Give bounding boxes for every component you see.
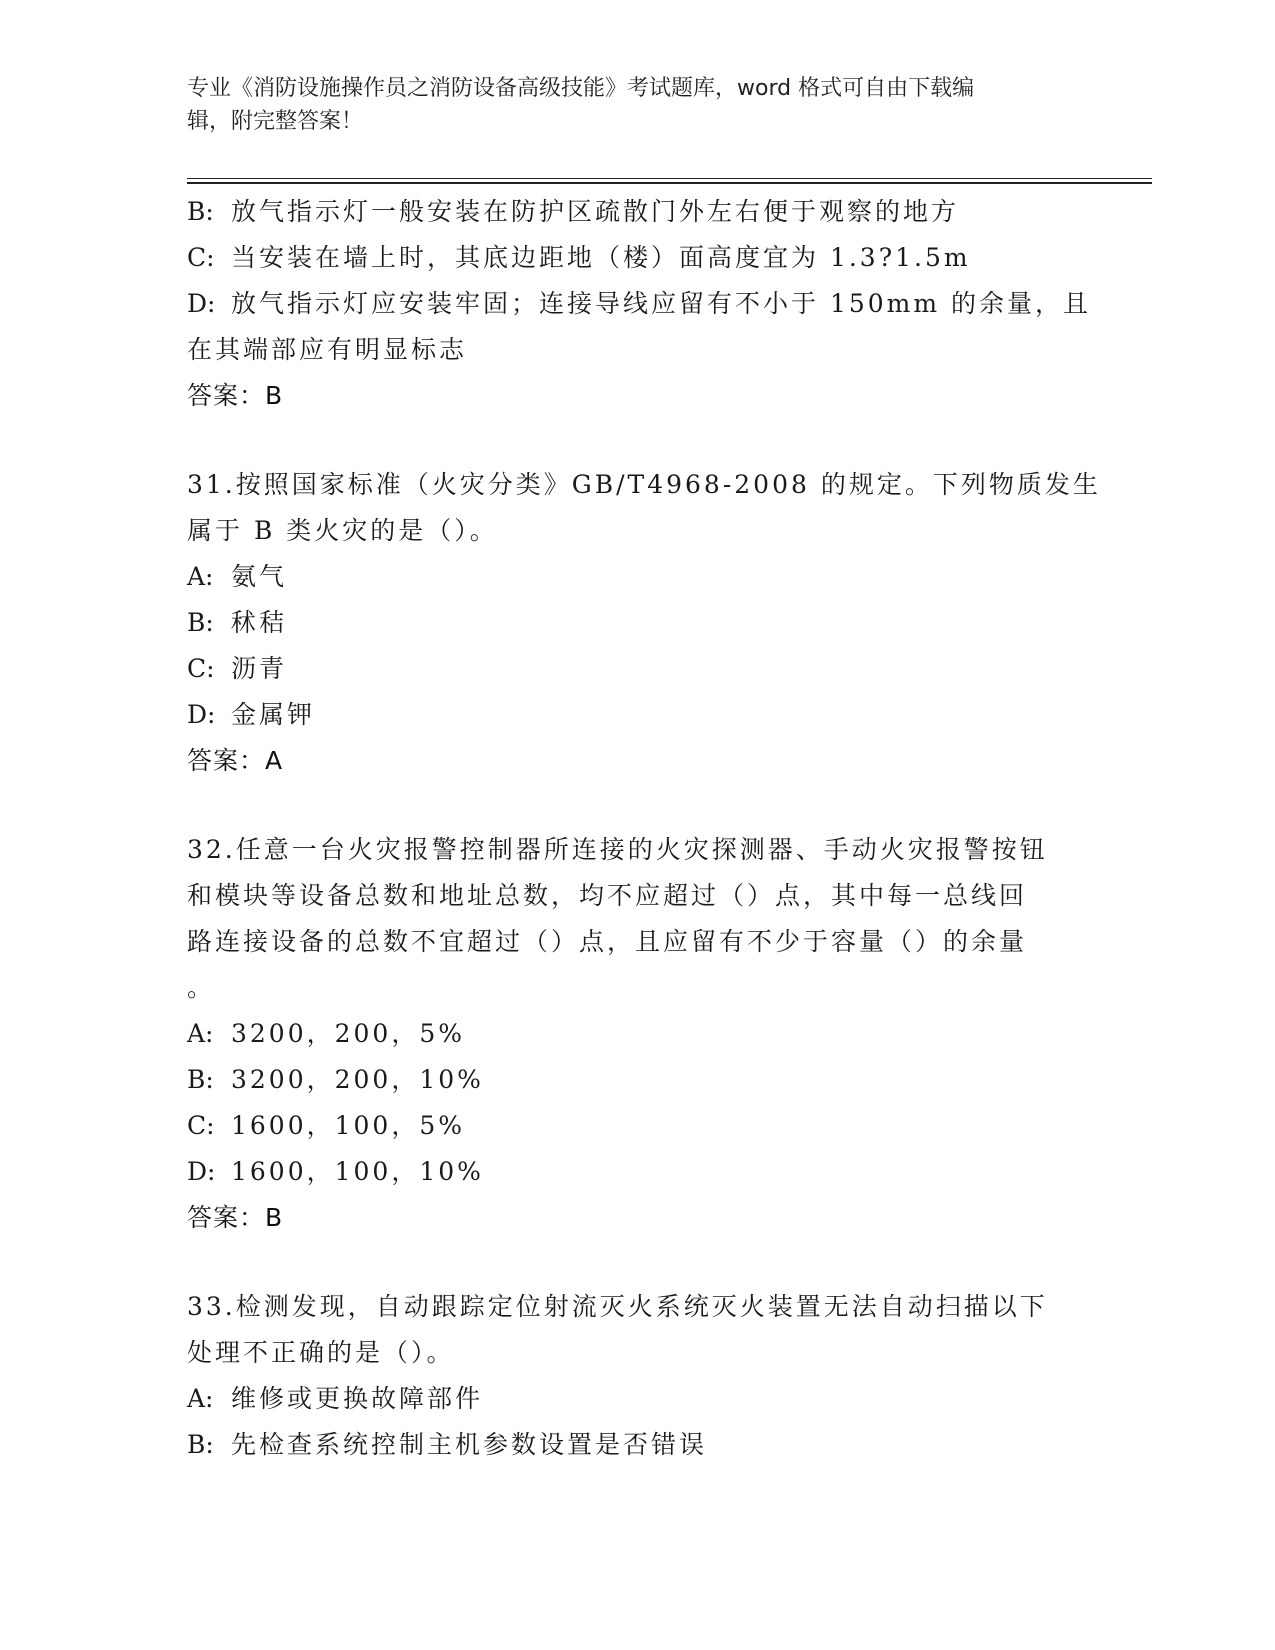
option-d: D: 1600，100，10%: [187, 1157, 484, 1186]
question-stem: 31.按照国家标准（火灾分类》GB/T4968-2008 的规定。下列物质发生: [187, 470, 1101, 499]
question-32: [187, 827, 1087, 1241]
question-31: [187, 462, 1101, 784]
option-a: A: 维修或更换故障部件: [187, 1384, 484, 1413]
question-stem-continued: 处理不正确的是（）。: [187, 1338, 455, 1367]
question-stem-continued: 。: [187, 973, 216, 1002]
option-b: B: 3200，200，10%: [187, 1065, 484, 1094]
answer: 答案：B: [187, 381, 284, 410]
question-stem-continued: 属于 B 类火灾的是（）。: [187, 516, 498, 545]
header-line-1: 专业《消防设施操作员之消防设备高级技能》考试题库，word 格式可自由下载编: [187, 76, 975, 101]
header-divider-thin: [187, 178, 1152, 179]
question-stem-continued: 和模块等设备总数和地址总数，均不应超过（）点，其中每一总线回: [187, 881, 1028, 910]
option-c: C: 当安装在墙上时，其底边距地（楼）面高度宜为 1.3?1.5m: [187, 243, 971, 272]
answer: 答案：A: [187, 746, 284, 775]
question-stem-continued: 路连接设备的总数不宜超过（）点，且应留有不少于容量（）的余量: [187, 927, 1028, 956]
question-33: [187, 1284, 1087, 1468]
question-30-continued: [187, 189, 1092, 419]
option-b: B: 秫秸: [187, 608, 288, 637]
question-stem: 33.检测发现，自动跟踪定位射流灭火系统灭火装置无法自动扫描以下: [187, 1292, 1048, 1321]
question-content: [187, 189, 1101, 1468]
document-header: [187, 72, 1087, 138]
option-b: B: 先检查系统控制主机参数设置是否错误: [187, 1430, 708, 1459]
option-a: A: 氨气: [187, 562, 288, 591]
header-line-2: 辑，附完整答案！: [187, 109, 364, 134]
header-divider-thick: [187, 182, 1152, 184]
option-d-continued: 在其端部应有明显标志: [187, 335, 468, 364]
option-a: A: 3200，200，5%: [187, 1019, 466, 1048]
option-d: D: 放气指示灯应安装牢固；连接导线应留有不小于 150mm 的余量，且: [187, 289, 1092, 318]
option-d: D: 金属钾: [187, 700, 316, 729]
option-c: C: 1600，100，5%: [187, 1111, 466, 1140]
option-b: B: 放气指示灯一般安装在防护区疏散门外左右便于观察的地方: [187, 197, 960, 226]
option-c: C: 沥青: [187, 654, 288, 683]
answer: 答案：B: [187, 1203, 284, 1232]
question-stem: 32.任意一台火灾报警控制器所连接的火灾探测器、手动火灾报警按钮: [187, 835, 1048, 864]
